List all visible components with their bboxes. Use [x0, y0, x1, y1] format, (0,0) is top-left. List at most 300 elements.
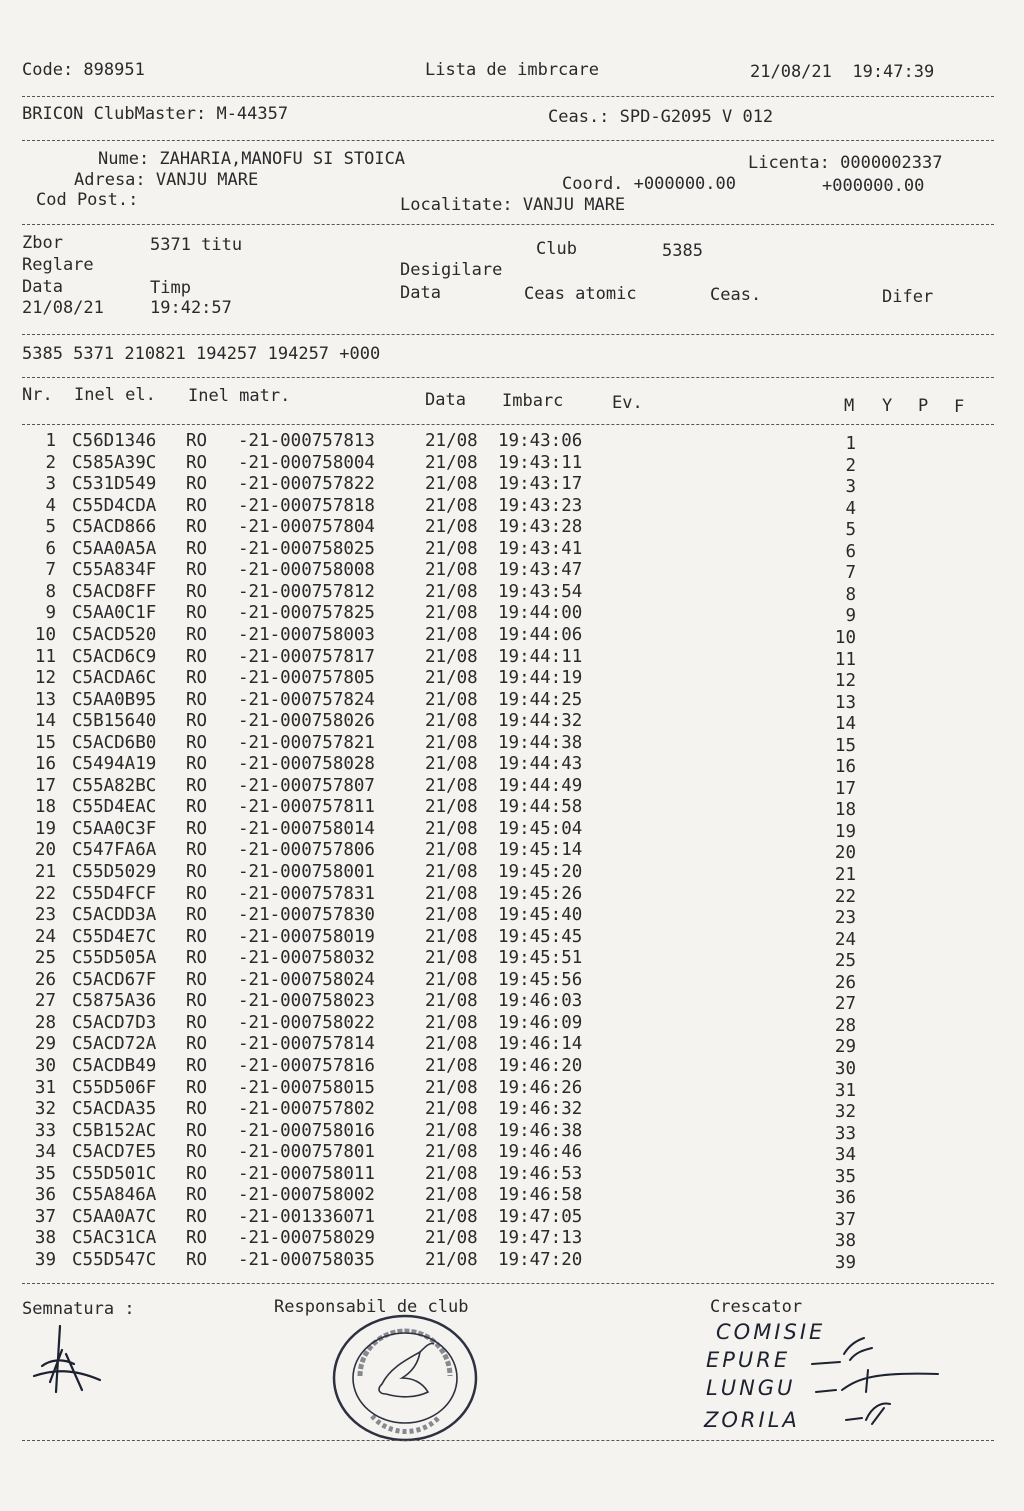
row-position: 6	[845, 541, 856, 562]
row-electronic-ring: C5ACD520	[72, 624, 157, 645]
divider	[22, 377, 994, 378]
row-country: RO	[186, 1099, 208, 1120]
row-country: RO	[186, 1055, 208, 1076]
table-row	[22, 754, 994, 776]
signature-label: Semnatura :	[22, 1299, 135, 1319]
row-date: 21/08	[425, 775, 478, 796]
handwritten-name: COMISIE	[716, 1320, 826, 1344]
row-date: 21/08	[425, 1142, 478, 1163]
row-ring-number: -21-000757825	[238, 603, 375, 624]
table-row	[22, 539, 994, 561]
row-nr: 16	[34, 754, 56, 775]
table-row	[22, 1207, 994, 1229]
row-boarding-time: 19:45:26	[498, 883, 583, 904]
row-country: RO	[186, 711, 208, 732]
row-position: 30	[834, 1058, 856, 1079]
row-electronic-ring: C55D4E7C	[72, 926, 157, 947]
row-boarding-time: 19:43:17	[498, 474, 583, 495]
row-nr: 39	[34, 1249, 56, 1270]
row-country: RO	[186, 668, 208, 689]
row-electronic-ring: C547FA6A	[72, 840, 157, 861]
table-row	[22, 905, 994, 927]
row-ring-number: -21-000758025	[238, 538, 375, 559]
row-position: 18	[834, 800, 856, 821]
row-electronic-ring: C55D547C	[72, 1249, 157, 1270]
row-position: 20	[834, 843, 856, 864]
row-electronic-ring: C5ACD6C9	[72, 646, 157, 667]
row-position: 4	[845, 498, 856, 519]
row-nr: 9	[45, 603, 56, 624]
row-boarding-time: 19:45:04	[498, 818, 583, 839]
row-nr: 13	[34, 689, 56, 710]
row-date: 21/08	[425, 1012, 478, 1033]
divider	[22, 224, 994, 225]
row-ring-number: -21-000757813	[238, 431, 375, 451]
row-boarding-time: 19:45:56	[498, 969, 583, 990]
row-date: 21/08	[425, 711, 478, 732]
row-boarding-time: 19:44:00	[498, 603, 583, 624]
row-date: 21/08	[425, 991, 478, 1012]
row-boarding-time: 19:45:45	[498, 926, 583, 947]
table-row	[22, 1164, 994, 1186]
row-date: 21/08	[425, 1120, 478, 1141]
row-nr: 2	[45, 452, 56, 473]
row-position: 28	[834, 1015, 856, 1036]
row-position: 9	[845, 606, 856, 627]
row-nr: 24	[34, 926, 56, 947]
col-inel-matr: Inel matr.	[188, 386, 291, 406]
row-position: 32	[834, 1102, 856, 1123]
clubmaster-label: BRICON ClubMaster: M-44357	[22, 104, 289, 124]
row-electronic-ring: C5ACD866	[72, 517, 157, 538]
row-country: RO	[186, 840, 208, 861]
row-country: RO	[186, 1034, 208, 1055]
row-ring-number: -21-000758011	[238, 1163, 375, 1184]
print-datetime: 21/08/21 19:47:39	[750, 62, 935, 82]
row-nr: 26	[34, 969, 56, 990]
row-ring-number: -21-000757831	[238, 883, 375, 904]
table-row	[22, 1013, 994, 1035]
row-nr: 32	[34, 1099, 56, 1120]
row-electronic-ring: C56D1346	[72, 431, 157, 451]
row-electronic-ring: C5875A36	[72, 991, 157, 1012]
table-row	[22, 1056, 994, 1078]
table-row	[22, 884, 994, 906]
table-row	[22, 733, 994, 755]
atomic-clock-label: Ceas atomic	[524, 284, 637, 304]
row-ring-number: -21-000757801	[238, 1142, 375, 1163]
row-boarding-time: 19:44:49	[498, 775, 583, 796]
divider	[22, 424, 994, 425]
row-electronic-ring: C5AA0A7C	[72, 1206, 157, 1227]
row-boarding-time: 19:46:03	[498, 991, 583, 1012]
row-date: 21/08	[425, 926, 478, 947]
row-nr: 35	[34, 1163, 56, 1184]
desigilare-label: Desigilare	[400, 260, 503, 280]
row-position: 27	[834, 994, 856, 1015]
row-date: 21/08	[425, 1206, 478, 1227]
row-country: RO	[186, 818, 208, 839]
table-row	[22, 1078, 994, 1100]
code-label: Code: 898951	[22, 60, 145, 80]
row-country: RO	[186, 1228, 208, 1249]
coordinates-second: +000000.00	[822, 176, 925, 196]
row-ring-number: -21-000758014	[238, 818, 375, 839]
row-nr: 20	[34, 840, 56, 861]
row-date: 21/08	[425, 538, 478, 559]
row-position: 11	[834, 649, 856, 670]
col-m: M	[844, 396, 855, 416]
row-date: 21/08	[425, 948, 478, 969]
row-country: RO	[186, 732, 208, 753]
row-position: 1	[845, 434, 856, 454]
row-nr: 25	[34, 948, 56, 969]
row-electronic-ring: C5AA0C1F	[72, 603, 157, 624]
row-date: 21/08	[425, 560, 478, 581]
row-position: 2	[845, 455, 856, 476]
row-date: 21/08	[425, 495, 478, 516]
table-row	[22, 603, 994, 625]
club-responsible-label: Responsabil de club	[274, 1297, 469, 1317]
row-boarding-time: 19:44:38	[498, 732, 583, 753]
club-label: Club	[536, 239, 577, 259]
row-nr: 18	[34, 797, 56, 818]
row-electronic-ring: C5ACD72A	[72, 1034, 157, 1055]
row-nr: 7	[45, 560, 56, 581]
handwritten-name: ZORILA	[704, 1408, 800, 1432]
row-ring-number: -21-000758002	[238, 1185, 375, 1206]
row-ring-number: -21-000758023	[238, 991, 375, 1012]
row-nr: 5	[45, 517, 56, 538]
row-date: 21/08	[425, 732, 478, 753]
row-country: RO	[186, 431, 208, 451]
row-boarding-time: 19:46:38	[498, 1120, 583, 1141]
row-position: 8	[845, 584, 856, 605]
col-data: Data	[425, 390, 466, 410]
table-row	[22, 560, 994, 582]
row-boarding-time: 19:46:09	[498, 1012, 583, 1033]
breeder-label: Crescator	[710, 1297, 803, 1317]
row-ring-number: -21-000757817	[238, 646, 375, 667]
row-nr: 17	[34, 775, 56, 796]
row-electronic-ring: C5AA0B95	[72, 689, 157, 710]
locality: Localitate: VANJU MARE	[400, 195, 626, 215]
row-date: 21/08	[425, 581, 478, 602]
row-ring-number: -21-000757812	[238, 581, 375, 602]
row-country: RO	[186, 948, 208, 969]
row-ring-number: -21-001336071	[238, 1206, 375, 1227]
date-label: Data	[22, 277, 63, 297]
row-date: 21/08	[425, 668, 478, 689]
row-ring-number: -21-000758016	[238, 1120, 375, 1141]
row-nr: 29	[34, 1034, 56, 1055]
row-ring-number: -21-000757804	[238, 517, 375, 538]
row-nr: 33	[34, 1120, 56, 1141]
row-ring-number: -21-000757807	[238, 775, 375, 796]
row-position: 19	[834, 821, 856, 842]
row-boarding-time: 19:44:25	[498, 689, 583, 710]
owner-address: Adresa: VANJU MARE	[74, 170, 259, 190]
row-country: RO	[186, 797, 208, 818]
row-boarding-time: 19:47:13	[498, 1228, 583, 1249]
row-electronic-ring: C5ACD7E5	[72, 1142, 157, 1163]
row-boarding-time: 19:47:20	[498, 1249, 583, 1270]
row-electronic-ring: C5ACDA6C	[72, 668, 157, 689]
row-electronic-ring: C5ACDB49	[72, 1055, 157, 1076]
col-p: P	[918, 396, 929, 416]
handwritten-marks	[806, 1320, 946, 1432]
row-date: 21/08	[425, 474, 478, 495]
col-imbarc: Imbarc	[502, 391, 564, 411]
table-row	[22, 970, 994, 992]
handwritten-name: LUNGU	[706, 1376, 796, 1400]
row-nr: 30	[34, 1055, 56, 1076]
row-nr: 4	[45, 495, 56, 516]
row-position: 15	[834, 735, 856, 756]
row-ring-number: -21-000758003	[238, 624, 375, 645]
row-boarding-time: 19:46:14	[498, 1034, 583, 1055]
row-electronic-ring: C5494A19	[72, 754, 157, 775]
row-country: RO	[186, 517, 208, 538]
table-row	[22, 453, 994, 475]
flight-code-line: 5385 5371 210821 194257 194257 +000	[22, 344, 381, 364]
handwritten-name: EPURE	[706, 1348, 791, 1372]
owner-name: Nume: ZAHARIA,MANOFU SI STOICA	[98, 149, 406, 169]
row-nr: 3	[45, 474, 56, 495]
row-electronic-ring: C5ACD8FF	[72, 581, 157, 602]
row-electronic-ring: C531D549	[72, 474, 157, 495]
table-row	[22, 625, 994, 647]
row-nr: 22	[34, 883, 56, 904]
row-electronic-ring: C55A846A	[72, 1185, 157, 1206]
row-ring-number: -21-000758032	[238, 948, 375, 969]
row-date: 21/08	[425, 1055, 478, 1076]
table-row	[22, 711, 994, 733]
row-position: 24	[834, 929, 856, 950]
col-ev: Ev.	[612, 393, 643, 413]
time-label: Timp	[150, 278, 191, 298]
col-f: F	[954, 397, 965, 417]
row-electronic-ring: C55D506F	[72, 1077, 157, 1098]
row-position: 5	[845, 520, 856, 541]
row-electronic-ring: C5ACDD3A	[72, 905, 157, 926]
row-date: 21/08	[425, 969, 478, 990]
document-title: Lista de imbrcare	[425, 60, 599, 80]
row-country: RO	[186, 581, 208, 602]
row-electronic-ring: C5AA0C3F	[72, 818, 157, 839]
row-nr: 11	[34, 646, 56, 667]
row-boarding-time: 19:47:05	[498, 1206, 583, 1227]
col-y: Y	[882, 396, 893, 416]
row-country: RO	[186, 905, 208, 926]
row-date: 21/08	[425, 862, 478, 882]
row-country: RO	[186, 883, 208, 904]
row-country: RO	[186, 1185, 208, 1206]
row-position: 31	[834, 1080, 856, 1101]
row-ring-number: -21-000757806	[238, 840, 375, 861]
row-country: RO	[186, 1120, 208, 1141]
row-nr: 19	[34, 818, 56, 839]
table-row	[22, 1121, 994, 1143]
row-country: RO	[186, 452, 208, 473]
row-ring-number: -21-000757811	[238, 797, 375, 818]
row-boarding-time: 19:45:20	[498, 862, 583, 882]
row-country: RO	[186, 1012, 208, 1033]
row-date: 21/08	[425, 517, 478, 538]
row-country: RO	[186, 1163, 208, 1184]
row-ring-number: -21-000758029	[238, 1228, 375, 1249]
table-row	[22, 690, 994, 712]
table-row	[22, 1142, 994, 1164]
row-nr: 34	[34, 1142, 56, 1163]
row-position: 34	[834, 1145, 856, 1166]
row-date: 21/08	[425, 1185, 478, 1206]
row-position: 33	[834, 1123, 856, 1144]
table-row	[22, 1185, 994, 1207]
row-boarding-time: 19:44:19	[498, 668, 583, 689]
row-country: RO	[186, 560, 208, 581]
table-row	[22, 1250, 994, 1272]
table-row	[22, 840, 994, 862]
row-country: RO	[186, 538, 208, 559]
row-nr: 1	[45, 431, 56, 451]
row-ring-number: -21-000757805	[238, 668, 375, 689]
row-country: RO	[186, 775, 208, 796]
row-boarding-time: 19:43:47	[498, 560, 583, 581]
table-row	[22, 776, 994, 798]
row-date: 21/08	[425, 1163, 478, 1184]
row-electronic-ring: C5B152AC	[72, 1120, 157, 1141]
row-position: 36	[834, 1188, 856, 1209]
row-country: RO	[186, 862, 208, 882]
row-electronic-ring: C5ACD67F	[72, 969, 157, 990]
row-ring-number: -21-000757802	[238, 1099, 375, 1120]
divider	[22, 1283, 994, 1284]
row-boarding-time: 19:43:28	[498, 517, 583, 538]
row-nr: 10	[34, 624, 56, 645]
row-electronic-ring: C5ACDA35	[72, 1099, 157, 1120]
row-electronic-ring: C55D4FCF	[72, 883, 157, 904]
row-country: RO	[186, 991, 208, 1012]
row-date: 21/08	[425, 754, 478, 775]
row-nr: 31	[34, 1077, 56, 1098]
row-boarding-time: 19:44:32	[498, 711, 583, 732]
license-number: Licenta: 0000002337	[748, 153, 943, 173]
table-row	[22, 474, 994, 496]
flight-label: Zbor	[22, 233, 63, 253]
row-ring-number: -21-000757821	[238, 732, 375, 753]
table-row	[22, 1099, 994, 1121]
row-position: 35	[834, 1166, 856, 1187]
setting-time: 19:42:57	[150, 298, 232, 318]
row-position: 12	[834, 671, 856, 692]
row-electronic-ring: C55D505A	[72, 948, 157, 969]
postal-code-label: Cod Post.:	[36, 190, 139, 210]
row-date: 21/08	[425, 646, 478, 667]
col-nr: Nr.	[22, 385, 53, 405]
row-electronic-ring: C55D5029	[72, 862, 157, 882]
row-ring-number: -21-000758008	[238, 560, 375, 581]
club-value: 5385	[662, 241, 703, 261]
row-position: 38	[834, 1231, 856, 1252]
row-boarding-time: 19:46:32	[498, 1099, 583, 1120]
row-country: RO	[186, 646, 208, 667]
row-country: RO	[186, 495, 208, 516]
row-position: 7	[845, 563, 856, 584]
row-ring-number: -21-000758001	[238, 862, 375, 882]
row-boarding-time: 19:46:26	[498, 1077, 583, 1098]
row-position: 14	[834, 714, 856, 735]
divider	[22, 140, 994, 141]
table-row	[22, 927, 994, 949]
table-row	[22, 991, 994, 1013]
row-position: 26	[834, 972, 856, 993]
row-boarding-time: 19:46:20	[498, 1055, 583, 1076]
row-electronic-ring: C55D4CDA	[72, 495, 157, 516]
row-position: 39	[834, 1252, 856, 1273]
row-ring-number: -21-000757816	[238, 1055, 375, 1076]
table-row	[22, 797, 994, 819]
setting-date: 21/08/21	[22, 298, 104, 318]
row-position: 17	[834, 778, 856, 799]
row-nr: 28	[34, 1012, 56, 1033]
row-ring-number: -21-000757824	[238, 689, 375, 710]
row-nr: 15	[34, 732, 56, 753]
row-ring-number: -21-000758015	[238, 1077, 375, 1098]
row-ring-number: -21-000757830	[238, 905, 375, 926]
row-boarding-time: 19:44:11	[498, 646, 583, 667]
row-position: 25	[834, 951, 856, 972]
row-date: 21/08	[425, 1034, 478, 1055]
row-boarding-time: 19:45:14	[498, 840, 583, 861]
row-nr: 38	[34, 1228, 56, 1249]
table-row	[22, 517, 994, 539]
row-date: 21/08	[425, 431, 478, 451]
table-row	[22, 1034, 994, 1056]
row-date: 21/08	[425, 905, 478, 926]
row-country: RO	[186, 926, 208, 947]
row-position: 21	[834, 865, 856, 885]
row-date: 21/08	[425, 840, 478, 861]
table-row	[22, 819, 994, 841]
row-country: RO	[186, 1206, 208, 1227]
row-nr: 36	[34, 1185, 56, 1206]
row-nr: 37	[34, 1206, 56, 1227]
row-electronic-ring: C5AC31CA	[72, 1228, 157, 1249]
row-position: 10	[834, 627, 856, 648]
row-country: RO	[186, 969, 208, 990]
club-stamp	[330, 1312, 480, 1444]
row-ring-number: -21-000757822	[238, 474, 375, 495]
row-boarding-time: 19:43:23	[498, 495, 583, 516]
row-country: RO	[186, 603, 208, 624]
divider	[22, 96, 994, 97]
row-position: 3	[845, 477, 856, 498]
row-ring-number: -21-000758028	[238, 754, 375, 775]
row-boarding-time: 19:46:46	[498, 1142, 583, 1163]
row-ring-number: -21-000758024	[238, 969, 375, 990]
row-boarding-time: 19:43:41	[498, 538, 583, 559]
row-ring-number: -21-000758026	[238, 711, 375, 732]
row-country: RO	[186, 474, 208, 495]
row-country: RO	[186, 689, 208, 710]
row-boarding-time: 19:44:43	[498, 754, 583, 775]
flight-value: 5371 titu	[150, 235, 243, 255]
row-nr: 23	[34, 905, 56, 926]
row-electronic-ring: C55A834F	[72, 560, 157, 581]
row-date: 21/08	[425, 797, 478, 818]
row-nr: 6	[45, 538, 56, 559]
